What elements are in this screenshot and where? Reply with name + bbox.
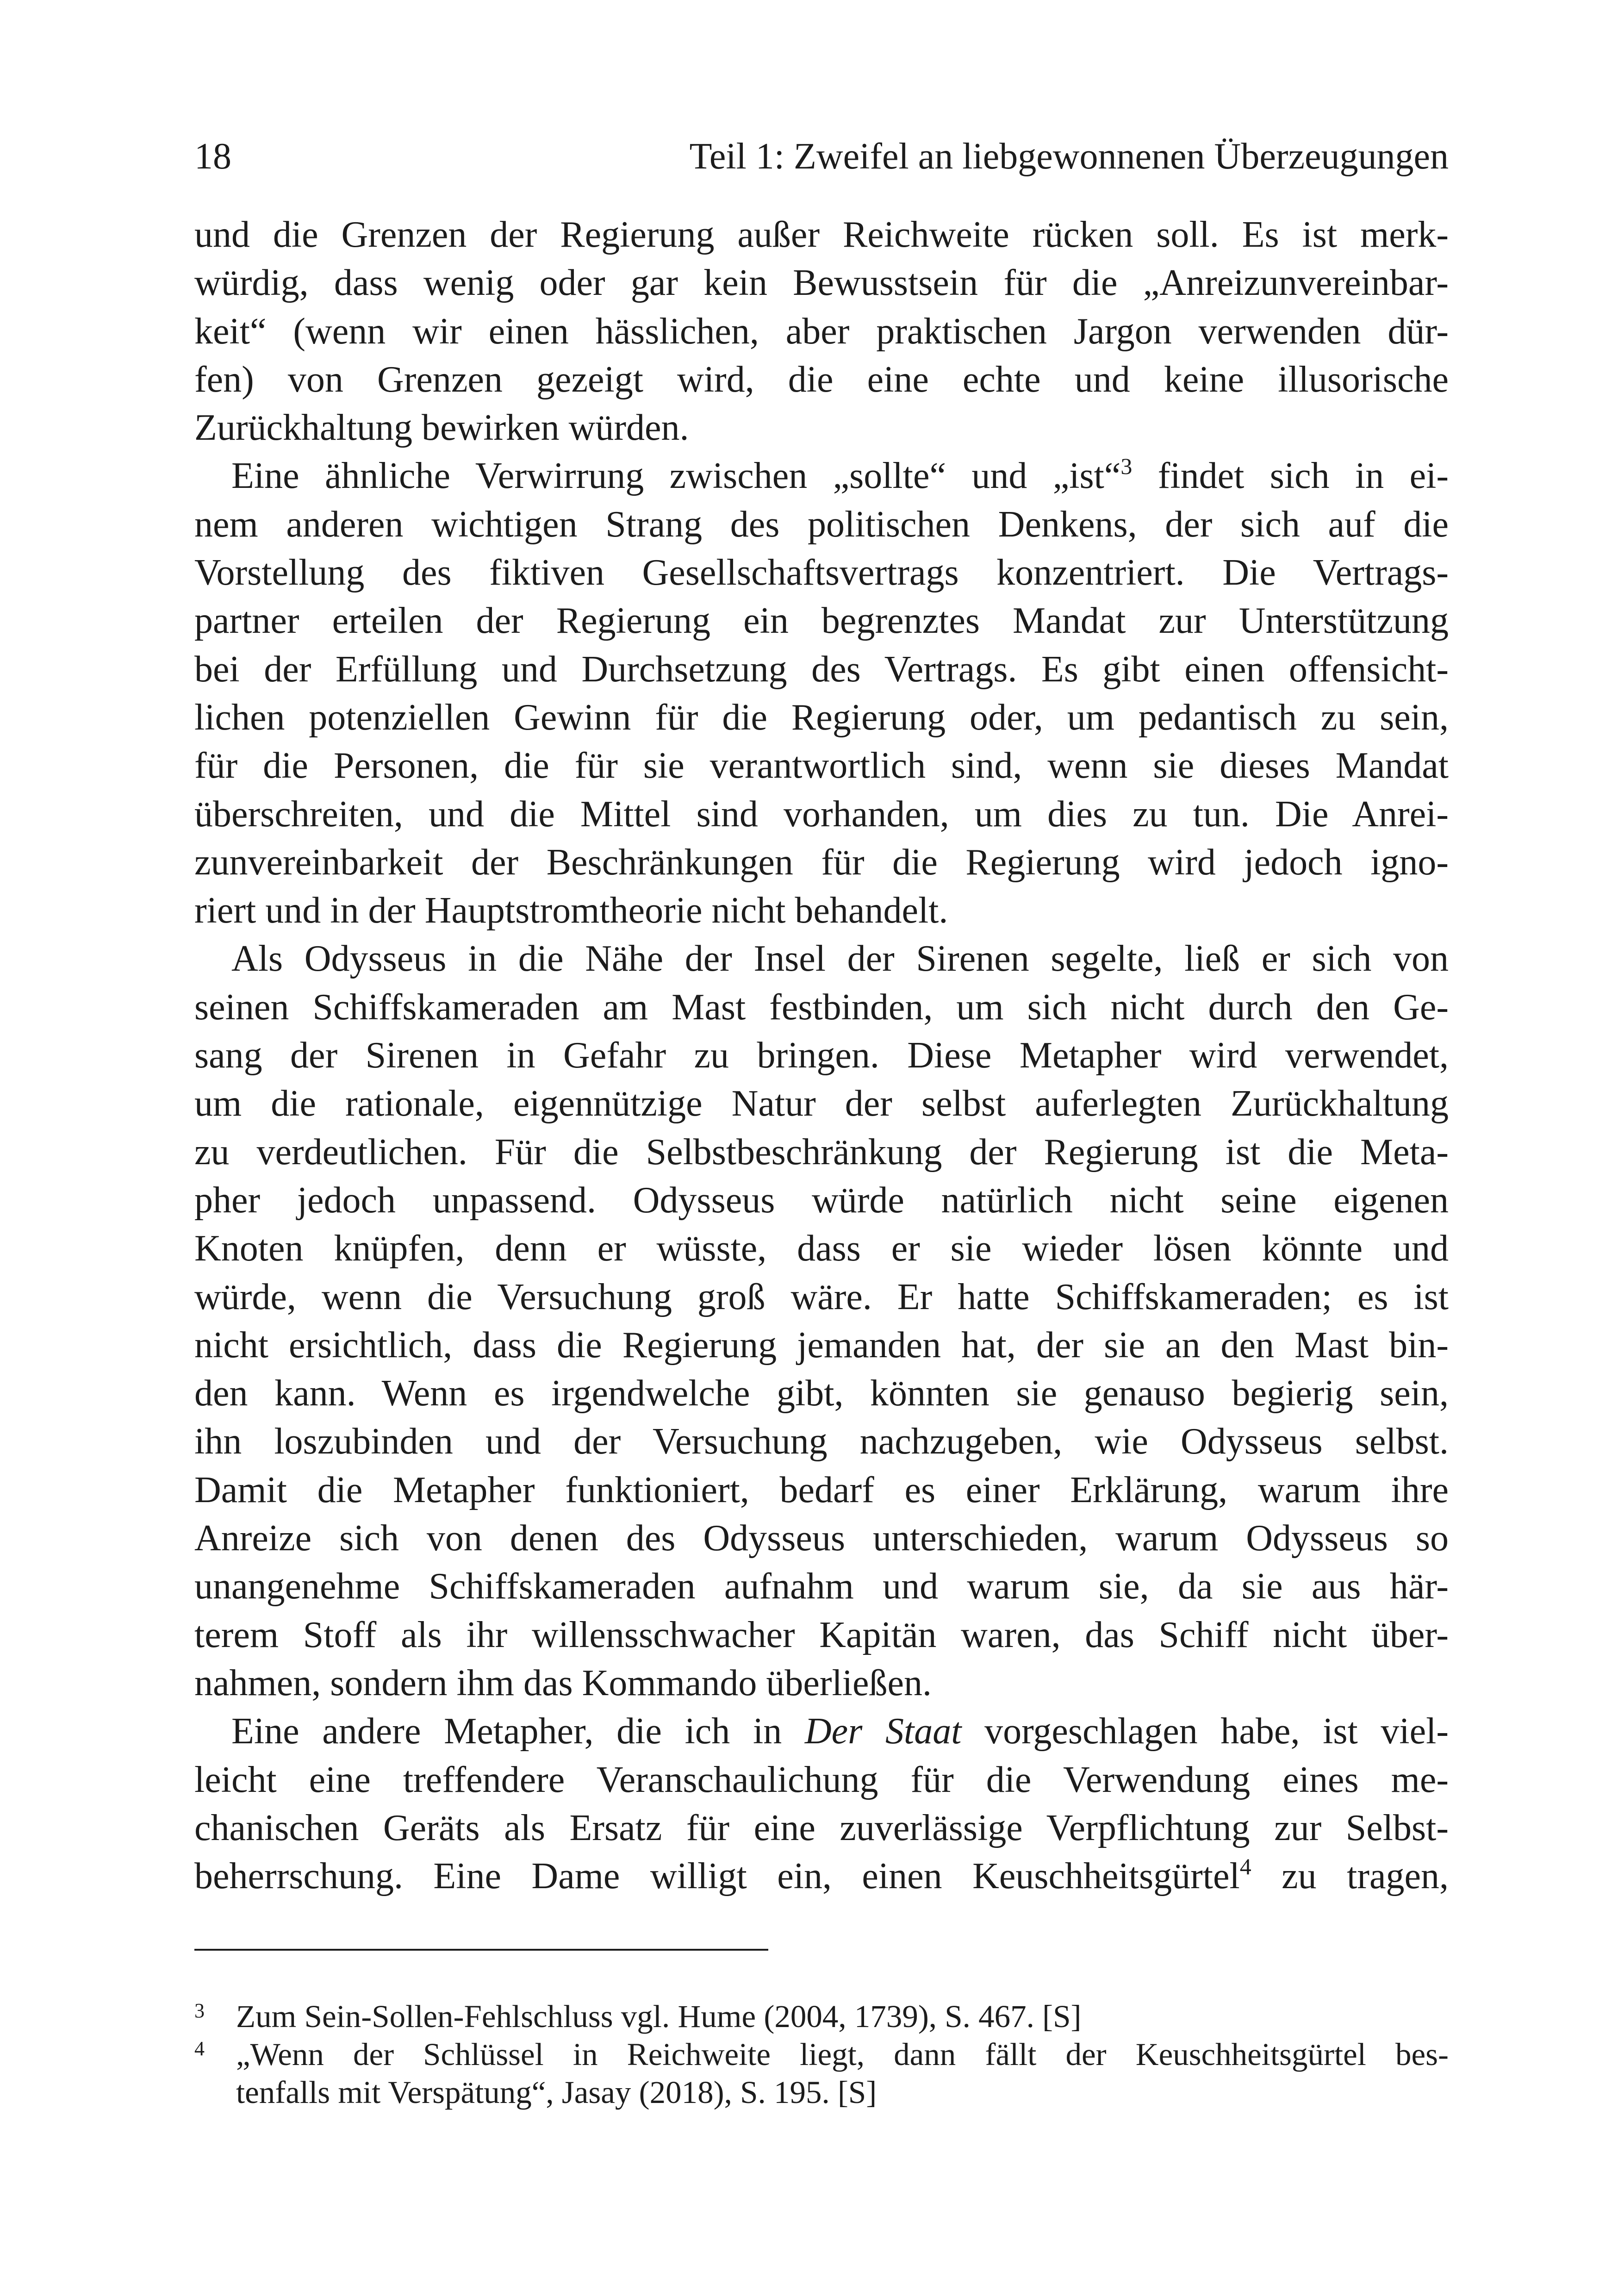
text-line: seinen Schiffskameraden am Mast festbinden, um sich nicht durch den Ge- [194, 986, 1449, 1028]
text-line [194, 1852, 1449, 1900]
text-line: Anreize sich von denen des Odysseus unterschieden, warum Odysseus so [194, 1518, 1449, 1559]
text-line: sang der Sirenen in Gefahr zu bringen. Diese Metapher wird verwendet, [194, 1035, 1449, 1076]
footnote-separator [194, 1949, 768, 1951]
text-line: pher jedoch unpassend. Odysseus würde natürlich nicht seine eigenen [194, 1179, 1449, 1221]
text-line: chanischen Geräts als Ersatz für eine zuverlässige Verpflichtung zur Selbst- [194, 1807, 1449, 1848]
text-line: lichen potenziellen Gewinn für die Regierung oder, um pedantisch zu sein, [194, 697, 1449, 738]
text-line: leicht eine treffendere Veranschaulichung für die Verwendung eines me- [194, 1759, 1449, 1800]
text-line: Damit die Metapher funktioniert, bedarf es einer Erklärung, warum ihre [194, 1469, 1449, 1510]
text-segment: vorgeschlagen habe, ist viel- [961, 1711, 1449, 1752]
text-line: überschreiten, und die Mittel sind vorhanden, um dies zu tun. Die Anrei- [194, 793, 1449, 835]
text-line: nahmen, sondern ihm das Kommando überließen. [194, 1662, 932, 1703]
main-text [194, 211, 1449, 1900]
text-segment: Eine andere Metapher, die ich in [231, 1711, 805, 1752]
text-line: zunvereinbarkeit der Beschränkungen für die Regierung wird jedoch igno- [194, 842, 1449, 883]
text-line: Knoten knüpfen, denn er wüsste, dass er sie wieder lösen könnte und [194, 1228, 1449, 1269]
text-line: terem Stoff als ihr willensschwacher Kapitän waren, das Schiff nicht über- [194, 1614, 1449, 1655]
text-segment: zu tragen, [1251, 1856, 1449, 1897]
text-segment: beherrschung. Eine Dame willigt ein, einen Keuschheitsgürtel [194, 1856, 1240, 1897]
footnote-reference: 4 [1239, 1853, 1251, 1880]
text-line [194, 1707, 1449, 1755]
footnote-reference: 3 [1120, 453, 1133, 480]
text-line: riert und in der Hauptstromtheorie nicht behandelt. [194, 890, 948, 931]
text-line: Zurückhaltung bewirken würden. [194, 407, 689, 449]
footnotes [194, 1997, 1449, 2111]
text-line: für die Personen, die für sie verantwortlich sind, wenn sie dieses Mandat [194, 745, 1449, 786]
book-title-italic: Der Staat [804, 1711, 962, 1752]
text-line: keit“ (wenn wir einen hässlichen, aber praktischen Jargon verwenden dür- [194, 311, 1449, 352]
footnote-number: 4 [194, 2037, 205, 2060]
text-line: bei der Erfüllung und Durchsetzung des Vertrags. Es gibt einen offensicht- [194, 649, 1449, 690]
text-line: unangenehme Schiffskameraden aufnahm und warum sie, da sie aus här- [194, 1566, 1449, 1607]
page-number: 18 [194, 136, 231, 177]
text-line: nicht ersichtlich, dass die Regierung jemanden hat, der sie an den Mast bin- [194, 1324, 1449, 1366]
running-header [194, 124, 1449, 189]
footnote-text: Zum Sein-Sollen-Fehlschluss vgl. Hume (2004, 1739), S. 467. [S] [236, 1999, 1082, 2034]
text-segment: Eine ähnliche Verwirrung zwischen „sollte“ und „ist“ [231, 455, 1121, 497]
footnote-text: tenfalls mit Verspätung“, Jasay (2018), S. 195. [S] [236, 2075, 877, 2110]
text-line: den kann. Wenn es irgendwelche gibt, könnten sie genauso begierig sein, [194, 1373, 1449, 1414]
footnote-3 [194, 1997, 1449, 2035]
footnote-4 [194, 2035, 1449, 2073]
text-line: fen) von Grenzen gezeigt wird, die eine echte und keine illusorische [194, 359, 1449, 400]
text-line: und die Grenzen der Regierung außer Reichweite rücken soll. Es ist merk- [194, 214, 1449, 255]
text-segment: findet sich in ei- [1157, 455, 1449, 497]
text-line: würdig, dass wenig oder gar kein Bewusstsein für die „Anreizunvereinbar- [194, 262, 1449, 304]
text-line: Vorstellung des fiktiven Gesellschaftsvertrags konzentriert. Die Vertrags- [194, 552, 1449, 593]
text-line: partner erteilen der Regierung ein begrenztes Mandat zur Unterstützung [194, 600, 1449, 642]
text-line: würde, wenn die Versuchung groß wäre. Er hatte Schiffskameraden; es ist [194, 1276, 1449, 1317]
text-line [194, 452, 1449, 500]
footnote-number: 3 [194, 1999, 205, 2022]
text-line: nem anderen wichtigen Strang des politischen Denkens, der sich auf die [194, 504, 1449, 545]
running-title: Teil 1: Zweifel an liebgewonnenen Überzeugungen [689, 136, 1449, 177]
footnote-4-continued [194, 2073, 1449, 2111]
footnote-text: „Wenn der Schlüssel in Reichweite liegt, dann fällt der Keuschheitsgürtel bes- [236, 2037, 1449, 2072]
text-line: zu verdeutlichen. Für die Selbstbeschränkung der Regierung ist die Meta- [194, 1131, 1449, 1173]
text-line: um die rationale, eigennützige Natur der selbst auferlegten Zurückhaltung [194, 1083, 1449, 1124]
text-line: Als Odysseus in die Nähe der Insel der Sirenen segelte, ließ er sich von [231, 938, 1449, 980]
text-line: ihn loszubinden und der Versuchung nachzugeben, wie Odysseus selbst. [194, 1421, 1449, 1462]
